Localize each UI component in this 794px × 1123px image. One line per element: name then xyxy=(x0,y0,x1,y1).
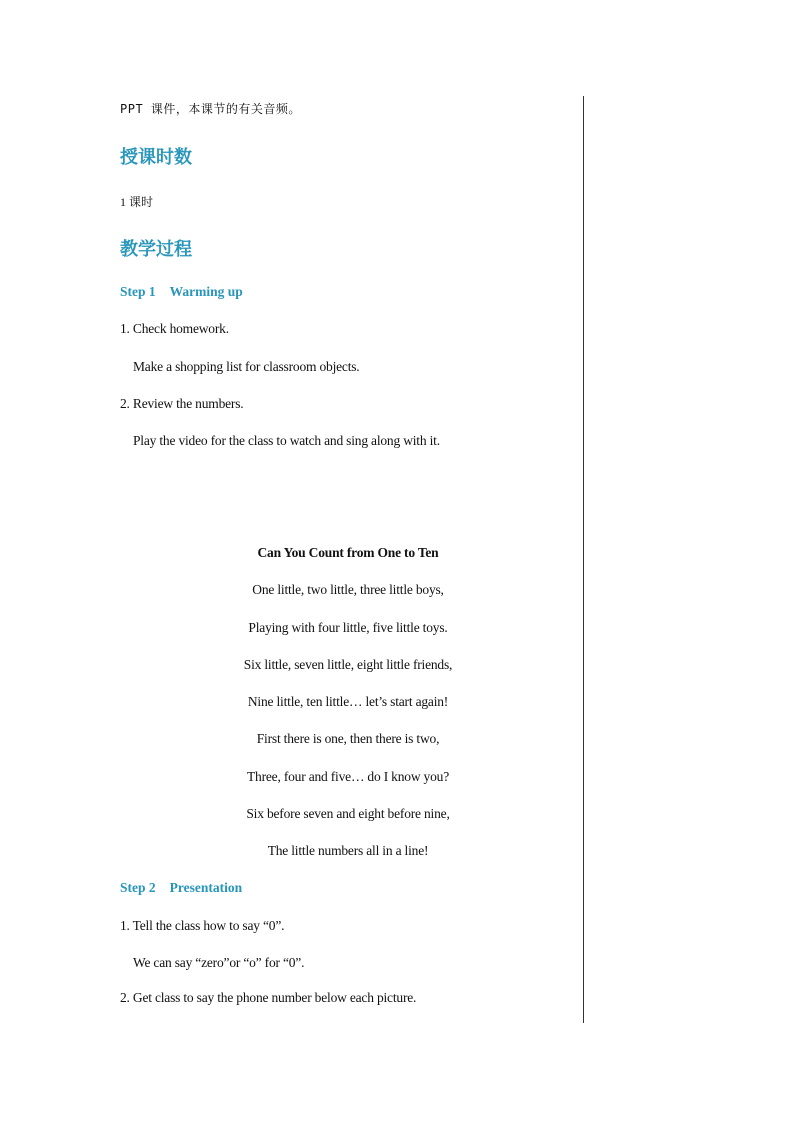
step2-item-1-detail: We can say “zero”or “o” for “0”. xyxy=(133,955,305,970)
song-line: Playing with four little, five little toys. xyxy=(248,620,448,635)
song-line: First there is one, then there is two, xyxy=(256,731,440,746)
song-line: Six little, seven little, eight little friends, xyxy=(243,657,453,672)
step2-label: Step 2 xyxy=(120,880,156,895)
step1-item-1-detail: Make a shopping list for classroom objects. xyxy=(133,359,360,374)
step1-label: Step 1 xyxy=(120,284,156,299)
step2-item-2: 2. Get class to say the phone number below each picture. xyxy=(120,990,417,1005)
step1-heading xyxy=(120,284,243,300)
step1-item-2: 2. Review the numbers. xyxy=(120,396,244,411)
step1-item-1: 1. Check homework. xyxy=(120,321,229,336)
materials-line: PPT 课件，本课节的有关音频。 xyxy=(120,102,301,116)
heading-teaching-process: 教学过程 xyxy=(120,239,192,260)
step1-item-2-detail: Play the video for the class to watch and sing along with it. xyxy=(133,433,440,448)
song-line: The little numbers all in a line! xyxy=(267,843,429,858)
song-line: Six before seven and eight before nine, xyxy=(246,806,450,821)
song-title: Can You Count from One to Ten xyxy=(257,545,439,560)
step2-title: Presentation xyxy=(169,880,243,895)
step2-item-1: 1. Tell the class how to say “0”. xyxy=(120,918,285,933)
heading-teaching-hours: 授课时数 xyxy=(120,147,192,168)
song-line: One little, two little, three little boys, xyxy=(252,582,444,597)
margin-rule xyxy=(583,96,584,1023)
step2-heading xyxy=(120,880,242,896)
step1-title: Warming up xyxy=(169,284,243,299)
teaching-hours-value: 1 课时 xyxy=(120,195,154,209)
song-line: Three, four and five… do I know you? xyxy=(247,769,449,784)
song-line: Nine little, ten little… let’s start again! xyxy=(247,694,449,709)
